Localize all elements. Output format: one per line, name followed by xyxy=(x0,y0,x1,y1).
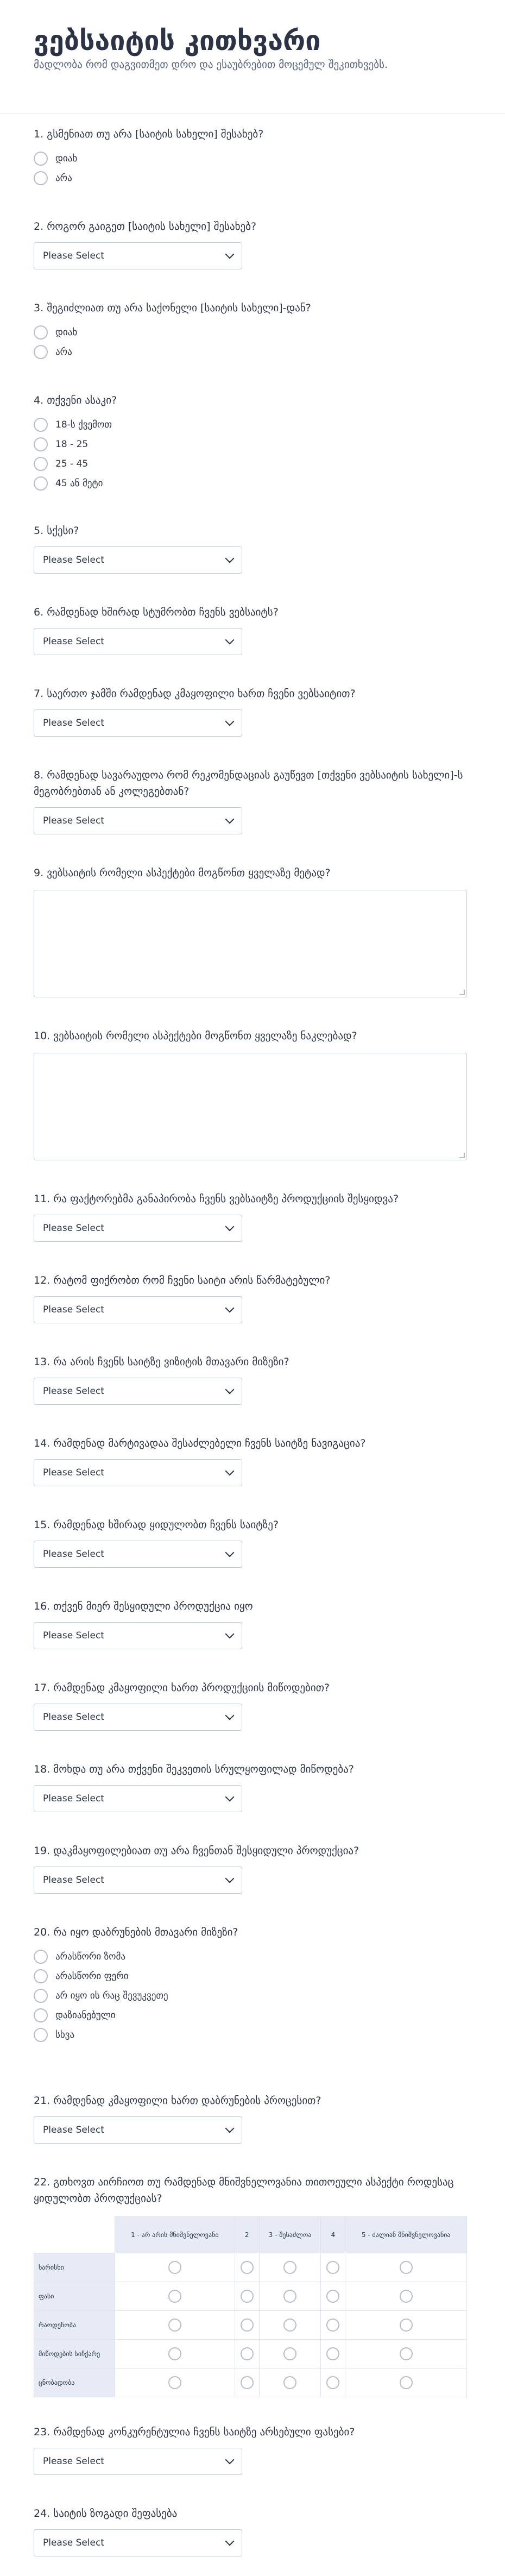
matrix-row-label: რაოდენობა xyxy=(34,2311,115,2340)
matrix-row-label: ცნობადობა xyxy=(34,2368,115,2397)
chevron-down-icon xyxy=(225,1793,235,1802)
radio-button[interactable] xyxy=(326,2290,339,2303)
question-label: 22. გთხოვთ აირჩიოთ თუ რამდენად მნიშვნელოვანია თითოეული ასპექტი როდესაც ყიდულობთ პროდუქციას? xyxy=(34,2176,454,2204)
radio-button[interactable] xyxy=(34,1969,48,1983)
question-label: 3. შეგიძლიათ თუ არა საქონელი [საიტის სახელი]-დან? xyxy=(34,302,311,314)
dropdown-select[interactable]: Please Select xyxy=(34,709,242,737)
matrix-cell[interactable] xyxy=(345,2311,467,2340)
matrix-column-header: 1 - არ არის მნიშვნელოვანი xyxy=(115,2217,235,2253)
question-14 xyxy=(34,1435,472,1486)
radio-option[interactable]: 18-ს ქვემოთ xyxy=(34,415,472,435)
radio-option[interactable]: 45 ან მეტი xyxy=(34,474,472,493)
matrix-column-header: 4 xyxy=(321,2217,345,2253)
chevron-down-icon xyxy=(225,1548,235,1557)
radio-button[interactable] xyxy=(283,2290,296,2303)
radio-button[interactable] xyxy=(34,418,48,432)
radio-button[interactable] xyxy=(400,2261,413,2274)
dropdown-select[interactable]: Please Select xyxy=(34,1541,242,1568)
question-label: 14. რამდენად მარტივადაა შესაძლებელი ჩვენს საიტზე ნავიგაცია? xyxy=(34,1437,366,1449)
dropdown-select[interactable]: Please Select xyxy=(34,1296,242,1323)
radio-button[interactable] xyxy=(326,2376,339,2389)
matrix-column-header: 3 - შესაძლოა xyxy=(259,2217,321,2253)
question-18 xyxy=(34,1761,472,1812)
chevron-down-icon xyxy=(225,1630,235,1639)
chevron-down-icon xyxy=(225,2124,235,2133)
question-label: 10. ვებსაიტის რომელი ასპექტები მოგწონთ ყველაზე ნაკლებად? xyxy=(34,1030,357,1042)
matrix-cell[interactable] xyxy=(259,2340,321,2368)
matrix-cell[interactable] xyxy=(115,2340,235,2368)
matrix-cell[interactable] xyxy=(115,2253,235,2282)
matrix-corner xyxy=(34,2217,115,2253)
dropdown-select[interactable]: Please Select xyxy=(34,1378,242,1405)
text-area[interactable] xyxy=(34,1053,467,1160)
chevron-down-icon xyxy=(225,1711,235,1720)
radio-option[interactable]: სხვა xyxy=(34,2025,472,2045)
dropdown-select[interactable]: Please Select xyxy=(34,2448,242,2475)
question-label: 20. რა იყო დაბრუნების მთავარი მიზეზი? xyxy=(34,1926,238,1938)
chevron-down-icon xyxy=(225,1222,235,1232)
radio-button[interactable] xyxy=(326,2319,339,2332)
question-17 xyxy=(34,1680,472,1731)
radio-button[interactable] xyxy=(400,2376,413,2389)
form-subtitle: მადლობა რომ დაგვითმეთ დრო და ესაუბრებით მოცემულ შეკითხვებს. xyxy=(34,59,388,71)
radio-button[interactable] xyxy=(283,2319,296,2332)
question-label: 2. როგორ გაიგეთ [საიტის სახელი] შესახებ? xyxy=(34,221,257,233)
dropdown-select[interactable]: Please Select xyxy=(34,1459,242,1486)
radio-button[interactable] xyxy=(168,2261,181,2274)
question-12 xyxy=(34,1272,472,1323)
radio-button[interactable] xyxy=(34,171,48,185)
matrix-row-label: ფასი xyxy=(34,2282,115,2311)
radio-button[interactable] xyxy=(168,2290,181,2303)
matrix-cell[interactable] xyxy=(259,2311,321,2340)
radio-button[interactable] xyxy=(283,2347,296,2360)
matrix-column-header: 2 xyxy=(235,2217,259,2253)
matrix-header-row xyxy=(34,2217,467,2253)
question-label: 21. რამდენად კმაყოფილი ხართ დაბრუნების პროცესით? xyxy=(34,2095,321,2107)
radio-option[interactable]: დაზიანებული xyxy=(34,2006,472,2025)
question-label: 19. დაკმაყოფილებიათ თუ არა ჩვენთან შესყიდული პროდუქცია? xyxy=(34,1845,359,1857)
question-label: 1. გსმენიათ თუ არა [საიტის სახელი] შესახებ? xyxy=(34,128,264,140)
question-label: 24. საიტის ზოგადი შეფასება xyxy=(34,2508,178,2520)
matrix-row xyxy=(34,2253,467,2282)
dropdown-select[interactable]: Please Select xyxy=(34,628,242,655)
matrix-row xyxy=(34,2368,467,2397)
radio-button[interactable] xyxy=(34,152,48,166)
matrix-column-header: 5 - ძალიან მნიშვნელოვანია xyxy=(345,2217,467,2253)
question-24 xyxy=(34,2505,472,2556)
chevron-down-icon xyxy=(225,636,235,645)
radio-button[interactable] xyxy=(283,2261,296,2274)
radio-option[interactable]: 25 - 45 xyxy=(34,454,472,474)
radio-button[interactable] xyxy=(34,345,48,359)
radio-option[interactable]: დიახ xyxy=(34,149,472,168)
matrix-cell[interactable] xyxy=(321,2253,345,2282)
matrix-row-label: ხარისხი xyxy=(34,2253,115,2282)
chevron-down-icon xyxy=(225,554,235,563)
question-4 xyxy=(34,392,472,493)
matrix-cell[interactable] xyxy=(259,2368,321,2397)
dropdown-select[interactable]: Please Select xyxy=(34,1622,242,1649)
question-1 xyxy=(34,126,472,188)
dropdown-select[interactable]: Please Select xyxy=(34,807,242,834)
question-21 xyxy=(34,2093,472,2144)
radio-group xyxy=(34,149,472,188)
chevron-down-icon xyxy=(225,2455,235,2465)
radio-button[interactable] xyxy=(241,2376,254,2389)
question-10 xyxy=(34,1028,472,1160)
question-label: 7. საერთო ჯამში რამდენად კმაყოფილი ხართ ჩვენი ვებსაიტით? xyxy=(34,688,356,700)
matrix-cell[interactable] xyxy=(345,2253,467,2282)
radio-option[interactable]: არა xyxy=(34,168,472,188)
chevron-down-icon xyxy=(225,1385,235,1394)
matrix-cell[interactable] xyxy=(235,2311,259,2340)
matrix-cell[interactable] xyxy=(345,2340,467,2368)
matrix-cell[interactable] xyxy=(321,2340,345,2368)
question-9 xyxy=(34,865,472,997)
text-area[interactable] xyxy=(34,890,467,997)
matrix-cell[interactable] xyxy=(235,2368,259,2397)
radio-button[interactable] xyxy=(34,457,48,471)
matrix-cell[interactable] xyxy=(345,2368,467,2397)
chevron-down-icon xyxy=(225,815,235,824)
form-header xyxy=(0,0,505,114)
chevron-down-icon xyxy=(225,2537,235,2546)
matrix-cell[interactable] xyxy=(259,2253,321,2282)
question-19 xyxy=(34,1843,472,1894)
question-15 xyxy=(34,1517,472,1568)
matrix-cell[interactable] xyxy=(321,2368,345,2397)
matrix-cell[interactable] xyxy=(115,2368,235,2397)
radio-button[interactable] xyxy=(34,2008,48,2022)
matrix-cell[interactable] xyxy=(235,2340,259,2368)
question-label: 15. რამდენად ხშირად ყიდულობთ ჩვენს საიტზე? xyxy=(34,1519,279,1531)
radio-option[interactable]: არასწორი ფერი xyxy=(34,1966,472,1986)
radio-button[interactable] xyxy=(241,2290,254,2303)
resize-handle-icon[interactable] xyxy=(459,990,465,995)
matrix-cell[interactable] xyxy=(235,2253,259,2282)
question-label: 13. რა არის ჩვენს საიტზე ვიზიტის მთავარი მიზეზი? xyxy=(34,1356,289,1368)
question-6 xyxy=(34,604,472,655)
radio-button[interactable] xyxy=(34,1989,48,2003)
question-22 xyxy=(34,2174,472,2397)
question-label: 9. ვებსაიტის რომელი ასპექტები მოგწონთ ყველაზე მეტად? xyxy=(34,867,331,879)
matrix-cell[interactable] xyxy=(345,2282,467,2311)
matrix-cell[interactable] xyxy=(259,2282,321,2311)
chevron-down-icon xyxy=(225,250,235,259)
dropdown-select[interactable]: Please Select xyxy=(34,1867,242,1894)
radio-button[interactable] xyxy=(168,2319,181,2332)
matrix-row xyxy=(34,2340,467,2368)
radio-option[interactable]: არასწორი ზომა xyxy=(34,1947,472,1966)
radio-group xyxy=(34,323,472,362)
radio-button[interactable] xyxy=(168,2347,181,2360)
chevron-down-icon xyxy=(225,1874,235,1883)
question-8 xyxy=(34,767,472,834)
chevron-down-icon xyxy=(225,1467,235,1476)
radio-button[interactable] xyxy=(326,2261,339,2274)
matrix-cell[interactable] xyxy=(115,2282,235,2311)
radio-button[interactable] xyxy=(283,2376,296,2389)
radio-button[interactable] xyxy=(326,2347,339,2360)
question-3 xyxy=(34,300,472,362)
radio-group xyxy=(34,1947,472,2045)
question-11 xyxy=(34,1191,472,1242)
radio-button[interactable] xyxy=(241,2347,254,2360)
question-label: 5. სქესი? xyxy=(34,525,79,537)
dropdown-select[interactable]: Please Select xyxy=(34,1785,242,1812)
radio-option[interactable]: არ იყო ის რაც შევუკვეთე xyxy=(34,1986,472,2006)
dropdown-select[interactable]: Please Select xyxy=(34,242,242,269)
question-label: 8. რამდენად სავარაუდოა რომ რეკომენდაციას გაუწევთ [თქვენი ვებსაიტის სახელი]-ს მეგობრებთან ან კოლეგებთან? xyxy=(34,769,463,797)
dropdown-select[interactable]: Please Select xyxy=(34,1704,242,1731)
question-label: 23. რამდენად კონკურენტულია ჩვენს საიტზე არსებული ფასები? xyxy=(34,2426,355,2438)
matrix-cell[interactable] xyxy=(321,2311,345,2340)
radio-button[interactable] xyxy=(34,1950,48,1964)
radio-button[interactable] xyxy=(400,2347,413,2360)
radio-group xyxy=(34,415,472,493)
question-2 xyxy=(34,218,472,269)
matrix-row xyxy=(34,2282,467,2311)
radio-button[interactable] xyxy=(241,2319,254,2332)
radio-button[interactable] xyxy=(400,2290,413,2303)
radio-button[interactable] xyxy=(168,2376,181,2389)
matrix-cell[interactable] xyxy=(115,2311,235,2340)
question-label: 6. რამდენად ხშირად სტუმრობთ ჩვენს ვებსაიტს? xyxy=(34,606,279,618)
radio-button[interactable] xyxy=(241,2261,254,2274)
question-label: 4. თქვენი ასაკი? xyxy=(34,394,117,406)
radio-button[interactable] xyxy=(34,476,48,491)
dropdown-select[interactable]: Please Select xyxy=(34,1215,242,1242)
question-20 xyxy=(34,1924,472,2045)
radio-button[interactable] xyxy=(34,437,48,451)
question-label: 16. თქვენ მიერ შესყიდული პროდუქცია იყო xyxy=(34,1600,253,1612)
question-5 xyxy=(34,523,472,574)
dropdown-select[interactable]: Please Select xyxy=(34,2529,242,2556)
dropdown-select[interactable]: Please Select xyxy=(34,2116,242,2144)
question-23 xyxy=(34,2424,472,2475)
question-16 xyxy=(34,1598,472,1649)
form-title: ვებსაიტის კითხვარი xyxy=(34,25,321,56)
radio-option[interactable]: 18 - 25 xyxy=(34,435,472,454)
question-7 xyxy=(34,686,472,737)
dropdown-select[interactable]: Please Select xyxy=(34,546,242,574)
radio-option[interactable]: არა xyxy=(34,342,472,362)
question-label: 17. რამდენად კმაყოფილი ხართ პროდუქციის მიწოდებით? xyxy=(34,1682,330,1694)
matrix-row-label: მიწოდების სიჩქარე xyxy=(34,2340,115,2368)
matrix-cell[interactable] xyxy=(235,2282,259,2311)
rating-matrix xyxy=(34,2216,467,2397)
radio-option[interactable]: დიახ xyxy=(34,323,472,342)
question-label: 12. რატომ ფიქრობთ რომ ჩვენი საიტი არის წარმატებული? xyxy=(34,1274,331,1286)
chevron-down-icon xyxy=(225,1304,235,1313)
radio-button[interactable] xyxy=(400,2319,413,2332)
question-13 xyxy=(34,1354,472,1405)
matrix-cell[interactable] xyxy=(321,2282,345,2311)
resize-handle-icon[interactable] xyxy=(459,1153,465,1158)
question-label: 11. რა ფაქტორებმა განაპირობა ჩვენს ვებსაიტზე პროდუქციის შესყიდვა? xyxy=(34,1193,399,1205)
radio-button[interactable] xyxy=(34,2028,48,2042)
radio-button[interactable] xyxy=(34,325,48,340)
question-label: 18. მოხდა თუ არა თქვენი შეკვეთის სრულყოფილად მიწოდება? xyxy=(34,1763,354,1775)
chevron-down-icon xyxy=(225,717,235,726)
matrix-row xyxy=(34,2311,467,2340)
